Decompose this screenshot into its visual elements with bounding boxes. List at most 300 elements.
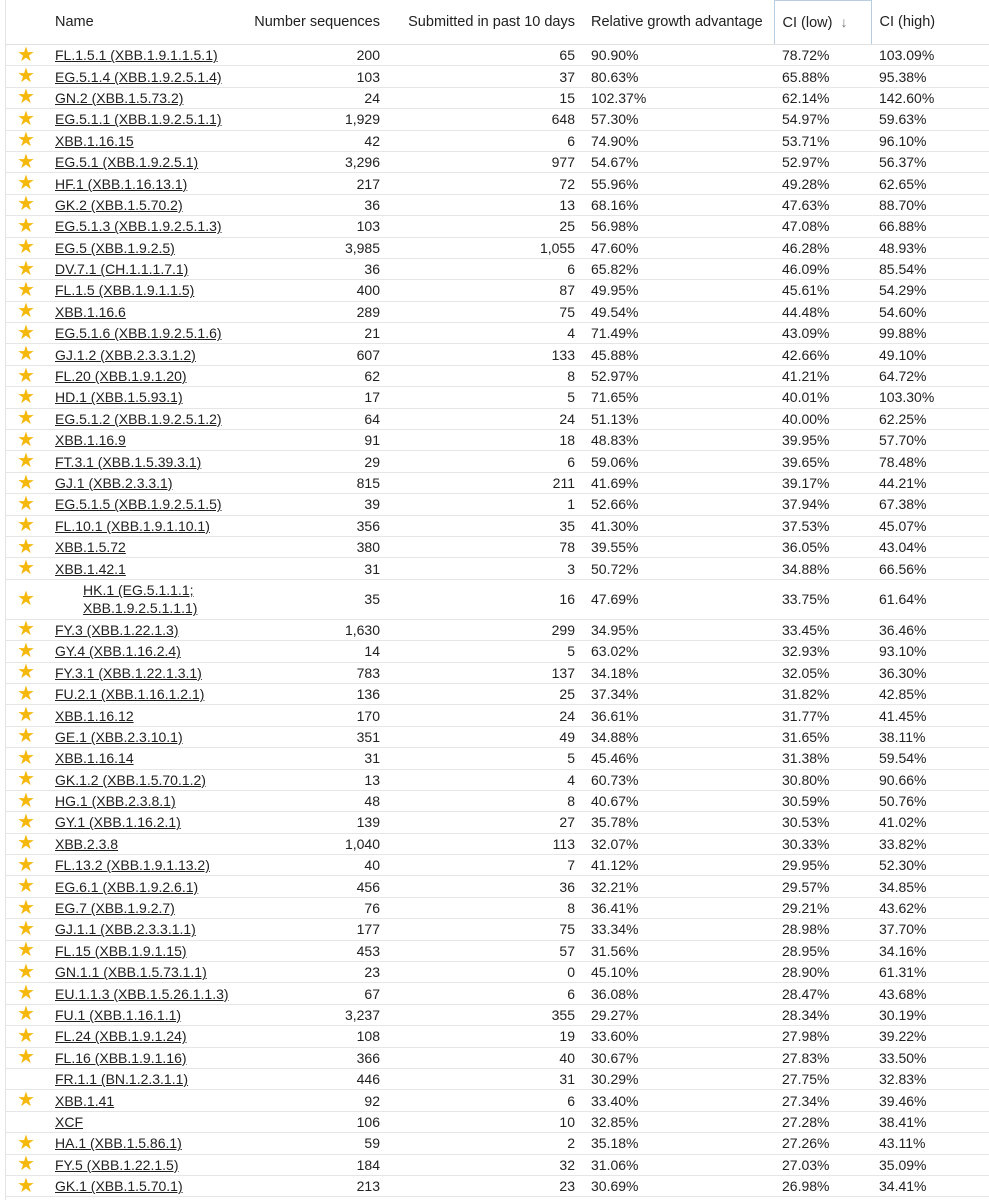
- submitted-past-10-days-cell: 4: [388, 769, 583, 790]
- submitted-past-10-days-cell: 6: [388, 983, 583, 1004]
- relative-growth-advantage-cell: 30.67%: [583, 1047, 774, 1068]
- ci-high-cell: 103.30%: [871, 387, 989, 408]
- lineage-link[interactable]: FL.20 (XBB.1.9.1.20): [55, 368, 187, 385]
- relative-growth-advantage-cell: 39.55%: [583, 536, 774, 557]
- number-sequences-cell: 39: [243, 494, 388, 515]
- star-cell: [5, 151, 47, 172]
- table-row[interactable]: [5, 705, 989, 726]
- name-cell: [47, 619, 243, 640]
- number-sequences-cell: 48: [243, 790, 388, 811]
- header-relative-growth-advantage[interactable]: Relative growth advantage: [583, 1, 774, 45]
- name-cell: [47, 726, 243, 747]
- submitted-past-10-days-cell: 36: [388, 876, 583, 897]
- lineage-link[interactable]: EG.5 (XBB.1.9.2.5): [55, 239, 175, 256]
- submitted-past-10-days-cell: 211: [388, 472, 583, 493]
- star-cell: [5, 365, 47, 386]
- star-icon: ★: [17, 107, 35, 130]
- table-row[interactable]: [5, 365, 989, 386]
- relative-growth-advantage-cell: 71.65%: [583, 387, 774, 408]
- table-row[interactable]: [5, 301, 989, 322]
- table-row[interactable]: [5, 1154, 989, 1175]
- ci-high-cell: 50.76%: [871, 790, 989, 811]
- table-row[interactable]: [5, 962, 989, 983]
- header-ci-high[interactable]: CI (high): [871, 1, 989, 45]
- lineage-link[interactable]: FY.5 (XBB.1.22.1.5): [55, 1156, 179, 1173]
- number-sequences-cell: 3,985: [243, 237, 388, 258]
- lineage-link[interactable]: GK.2 (XBB.1.5.70.2): [55, 196, 183, 213]
- lineage-link[interactable]: XBB.2.3.8: [55, 835, 119, 852]
- table-row[interactable]: [5, 66, 989, 87]
- table-row[interactable]: [5, 1068, 989, 1089]
- submitted-past-10-days-cell: 24: [388, 408, 583, 429]
- table-row[interactable]: [5, 940, 989, 961]
- star-cell: [5, 812, 47, 833]
- relative-growth-advantage-cell: 51.13%: [583, 408, 774, 429]
- relative-growth-advantage-cell: 54.67%: [583, 151, 774, 172]
- table-row[interactable]: [5, 619, 989, 640]
- star-icon: ★: [17, 257, 35, 280]
- ci-high-cell: 64.72%: [871, 365, 989, 386]
- lineage-link[interactable]: FU.2.1 (XBB.1.16.1.2.1): [55, 686, 205, 703]
- lineage-link[interactable]: EG.5.1.6 (XBB.1.9.2.5.1.6): [55, 325, 222, 342]
- number-sequences-cell: 400: [243, 280, 388, 301]
- table-row[interactable]: [5, 1004, 989, 1025]
- table-row[interactable]: [5, 1026, 989, 1047]
- name-cell: [47, 812, 243, 833]
- relative-growth-advantage-cell: 36.61%: [583, 705, 774, 726]
- star-cell: [5, 173, 47, 194]
- ci-low-cell: 37.53%: [774, 515, 871, 536]
- ci-low-cell: 42.66%: [774, 344, 871, 365]
- star-icon: ★: [17, 278, 35, 301]
- lineage-link[interactable]: XBB.1.16.6: [55, 303, 126, 320]
- star-icon: ★: [17, 853, 35, 876]
- number-sequences-cell: 108: [243, 1026, 388, 1047]
- lineage-link[interactable]: XBB.1.16.14: [55, 750, 134, 767]
- lineage-link[interactable]: EU.1.1.3 (XBB.1.5.26.1.1.3): [55, 985, 229, 1002]
- star-cell: [5, 66, 47, 87]
- relative-growth-advantage-cell: 32.21%: [583, 876, 774, 897]
- star-cell: [5, 1133, 47, 1154]
- name-cell: [47, 662, 243, 683]
- relative-growth-advantage-cell: 74.90%: [583, 130, 774, 151]
- table-row[interactable]: [5, 1175, 989, 1196]
- ci-low-cell: 27.75%: [774, 1068, 871, 1089]
- name-cell: [47, 1154, 243, 1175]
- lineage-link[interactable]: HG.1 (XBB.2.3.8.1): [55, 793, 176, 810]
- star-cell: [5, 109, 47, 130]
- ci-high-cell: 39.22%: [871, 1026, 989, 1047]
- table-row[interactable]: [5, 769, 989, 790]
- name-cell: [47, 983, 243, 1004]
- header-number-sequences[interactable]: Number sequences: [243, 1, 388, 45]
- number-sequences-cell: 351: [243, 726, 388, 747]
- table-row[interactable]: [5, 387, 989, 408]
- star-cell: [5, 790, 47, 811]
- submitted-past-10-days-cell: 37: [388, 66, 583, 87]
- table-row[interactable]: [5, 579, 989, 619]
- ci-low-cell: 65.88%: [774, 66, 871, 87]
- star-cell: [5, 216, 47, 237]
- relative-growth-advantage-cell: 50.72%: [583, 558, 774, 579]
- table-row[interactable]: [5, 726, 989, 747]
- ci-high-cell: 67.38%: [871, 494, 989, 515]
- submitted-past-10-days-cell: 355: [388, 1004, 583, 1025]
- name-cell: [47, 87, 243, 108]
- star-cell: [5, 641, 47, 662]
- table-row[interactable]: [5, 87, 989, 108]
- relative-growth-advantage-cell: 65.82%: [583, 258, 774, 279]
- number-sequences-cell: 21: [243, 323, 388, 344]
- number-sequences-cell: 3,237: [243, 1004, 388, 1025]
- table-row[interactable]: [5, 194, 989, 215]
- name-cell: [47, 536, 243, 557]
- star-cell: [5, 323, 47, 344]
- table-row[interactable]: [5, 683, 989, 704]
- table-row[interactable]: [5, 983, 989, 1004]
- ci-low-cell: 30.59%: [774, 790, 871, 811]
- star-icon: ★: [17, 1046, 35, 1069]
- star-icon: ★: [17, 385, 35, 408]
- name-cell: [47, 558, 243, 579]
- lineage-link[interactable]: FY.3 (XBB.1.22.1.3): [55, 621, 179, 638]
- lineage-link[interactable]: EG.5.1.5 (XBB.1.9.2.5.1.5): [55, 496, 222, 513]
- ci-low-cell: 27.28%: [774, 1111, 871, 1132]
- number-sequences-cell: 40: [243, 855, 388, 876]
- table-row[interactable]: [5, 1047, 989, 1068]
- relative-growth-advantage-cell: 31.56%: [583, 940, 774, 961]
- table-row[interactable]: [5, 408, 989, 429]
- lineage-link[interactable]: EG.5.1.4 (XBB.1.9.2.5.1.4): [55, 68, 222, 85]
- relative-growth-advantage-cell: 48.83%: [583, 430, 774, 451]
- ci-low-cell: 43.09%: [774, 323, 871, 344]
- ci-low-cell: 39.17%: [774, 472, 871, 493]
- number-sequences-cell: 217: [243, 173, 388, 194]
- ci-low-cell: 40.01%: [774, 387, 871, 408]
- arrow-down-icon[interactable]: ↓: [840, 14, 848, 30]
- ci-low-cell: 44.48%: [774, 301, 871, 322]
- star-cell: [5, 748, 47, 769]
- table-row[interactable]: [5, 641, 989, 662]
- table-row[interactable]: [5, 430, 989, 451]
- table-row[interactable]: [5, 558, 989, 579]
- table-row[interactable]: [5, 109, 989, 130]
- ci-low-cell: 29.95%: [774, 855, 871, 876]
- star-cell: [5, 194, 47, 215]
- relative-growth-advantage-cell: 71.49%: [583, 323, 774, 344]
- table-row[interactable]: [5, 662, 989, 683]
- ci-low-cell: 78.72%: [774, 45, 871, 66]
- number-sequences-cell: 366: [243, 1047, 388, 1068]
- table-row[interactable]: [5, 790, 989, 811]
- ci-high-cell: 34.85%: [871, 876, 989, 897]
- lineage-link[interactable]: EG.5.1 (XBB.1.9.2.5.1): [55, 154, 199, 171]
- ci-low-cell: 49.28%: [774, 173, 871, 194]
- lineage-link[interactable]: EG.6.1 (XBB.1.9.2.6.1): [55, 878, 199, 895]
- ci-low-cell: 27.26%: [774, 1133, 871, 1154]
- lineage-link[interactable]: GE.1 (XBB.2.3.10.1): [55, 728, 183, 745]
- ci-high-cell: 38.11%: [871, 726, 989, 747]
- lineage-link[interactable]: XBB.1.5.72: [55, 539, 126, 556]
- lineage-link[interactable]: XCF: [55, 1113, 83, 1130]
- ci-high-cell: 62.25%: [871, 408, 989, 429]
- lineage-link[interactable]: FL.10.1 (XBB.1.9.1.10.1): [55, 517, 210, 534]
- star-icon: ★: [17, 65, 35, 88]
- lineage-link[interactable]: FU.1 (XBB.1.16.1.1): [55, 1006, 182, 1023]
- ci-low-cell: 54.97%: [774, 109, 871, 130]
- table-row[interactable]: [5, 536, 989, 557]
- submitted-past-10-days-cell: 6: [388, 1090, 583, 1111]
- number-sequences-cell: 1,929: [243, 109, 388, 130]
- ci-high-cell: 62.65%: [871, 173, 989, 194]
- ci-low-cell: 30.33%: [774, 833, 871, 854]
- lineage-link[interactable]: GY.4 (XBB.1.16.2.4): [55, 643, 181, 660]
- lineage-link[interactable]: FL.24 (XBB.1.9.1.24): [55, 1028, 187, 1045]
- relative-growth-advantage-cell: 35.78%: [583, 812, 774, 833]
- ci-high-cell: 32.83%: [871, 1068, 989, 1089]
- lineage-link[interactable]: FL.1.5 (XBB.1.9.1.1.5): [55, 282, 195, 299]
- lineage-link[interactable]: XBB.1.42.1: [55, 560, 126, 577]
- name-cell: [47, 216, 243, 237]
- number-sequences-cell: 35: [243, 579, 388, 619]
- name-cell: [47, 66, 243, 87]
- ci-low-cell: 45.61%: [774, 280, 871, 301]
- table-row[interactable]: [5, 258, 989, 279]
- name-cell: [47, 748, 243, 769]
- relative-growth-advantage-cell: 45.46%: [583, 748, 774, 769]
- lineage-link[interactable]: GY.1 (XBB.1.16.2.1): [55, 814, 181, 831]
- name-cell: [47, 897, 243, 918]
- submitted-past-10-days-cell: 6: [388, 451, 583, 472]
- submitted-past-10-days-cell: 5: [388, 641, 583, 662]
- star-cell: [5, 430, 47, 451]
- lineage-link[interactable]: HD.1 (XBB.1.5.93.1): [55, 389, 183, 406]
- name-cell: [47, 1004, 243, 1025]
- table-row[interactable]: [5, 280, 989, 301]
- star-cell: [5, 408, 47, 429]
- lineage-link[interactable]: XBB.1.16.9: [55, 432, 126, 449]
- submitted-past-10-days-cell: 113: [388, 833, 583, 854]
- submitted-past-10-days-cell: 648: [388, 109, 583, 130]
- number-sequences-cell: 92: [243, 1090, 388, 1111]
- number-sequences-cell: 67: [243, 983, 388, 1004]
- submitted-past-10-days-cell: 72: [388, 173, 583, 194]
- ci-low-cell: 27.03%: [774, 1154, 871, 1175]
- number-sequences-cell: 3,296: [243, 151, 388, 172]
- star-icon: ★: [17, 789, 35, 812]
- star-icon: ★: [17, 236, 35, 259]
- ci-high-cell: 78.48%: [871, 451, 989, 472]
- table-row[interactable]: [5, 173, 989, 194]
- lineage-link[interactable]: XBB.1.16.12: [55, 707, 134, 724]
- table-row[interactable]: [5, 1133, 989, 1154]
- table-row[interactable]: [5, 472, 989, 493]
- name-cell: [47, 1133, 243, 1154]
- submitted-past-10-days-cell: 25: [388, 683, 583, 704]
- table-row[interactable]: [5, 812, 989, 833]
- lineage-link[interactable]: GJ.1 (XBB.2.3.3.1): [55, 475, 173, 491]
- star-cell: [5, 45, 47, 66]
- relative-growth-advantage-cell: 47.60%: [583, 237, 774, 258]
- lineage-link[interactable]: GJ.1.2 (XBB.2.3.3.1.2): [55, 346, 196, 363]
- submitted-past-10-days-cell: 24: [388, 705, 583, 726]
- lineage-link[interactable]: FR.1.1 (BN.1.2.3.1.1): [55, 1071, 189, 1088]
- table-row[interactable]: [5, 451, 989, 472]
- ci-low-cell: 30.80%: [774, 769, 871, 790]
- ci-high-cell: 61.64%: [871, 579, 989, 619]
- number-sequences-cell: 356: [243, 515, 388, 536]
- star-icon: ★: [17, 43, 35, 66]
- ci-high-cell: 142.60%: [871, 87, 989, 108]
- ci-high-cell: 36.30%: [871, 662, 989, 683]
- name-cell: [47, 876, 243, 897]
- star-icon: ★: [17, 587, 35, 610]
- ci-low-cell: 31.65%: [774, 726, 871, 747]
- star-icon: ★: [17, 618, 35, 641]
- number-sequences-cell: 184: [243, 1154, 388, 1175]
- star-icon: ★: [17, 214, 35, 237]
- name-cell: [47, 769, 243, 790]
- submitted-past-10-days-cell: 6: [388, 130, 583, 151]
- table-row[interactable]: [5, 833, 989, 854]
- table-row[interactable]: [5, 237, 989, 258]
- submitted-past-10-days-cell: 1: [388, 494, 583, 515]
- ci-high-cell: 37.70%: [871, 919, 989, 940]
- table-row[interactable]: [5, 494, 989, 515]
- number-sequences-cell: 380: [243, 536, 388, 557]
- relative-growth-advantage-cell: 31.06%: [583, 1154, 774, 1175]
- star-cell: [5, 983, 47, 1004]
- number-sequences-cell: 36: [243, 194, 388, 215]
- submitted-past-10-days-cell: 25: [388, 216, 583, 237]
- ci-high-cell: 43.62%: [871, 897, 989, 918]
- star-cell: [5, 130, 47, 151]
- lineage-link[interactable]: EG.5.1.1 (XBB.1.9.2.5.1.1): [55, 111, 222, 128]
- table-row[interactable]: [5, 919, 989, 940]
- table-row[interactable]: [5, 515, 989, 536]
- lineage-link[interactable]: EG.5.1.3 (XBB.1.9.2.5.1.3): [55, 218, 222, 235]
- star-cell: [5, 897, 47, 918]
- number-sequences-cell: 29: [243, 451, 388, 472]
- submitted-past-10-days-cell: 7: [388, 855, 583, 876]
- submitted-past-10-days-cell: 1,055: [388, 237, 583, 258]
- lineage-link[interactable]: FL.13.2 (XBB.1.9.1.13.2): [55, 857, 210, 874]
- lineage-link[interactable]: FL.15 (XBB.1.9.1.15): [55, 942, 187, 959]
- table-row[interactable]: [5, 151, 989, 172]
- number-sequences-cell: 1,040: [243, 833, 388, 854]
- table-row[interactable]: [5, 855, 989, 876]
- relative-growth-advantage-cell: 37.34%: [583, 683, 774, 704]
- name-cell: [47, 237, 243, 258]
- relative-growth-advantage-cell: 32.85%: [583, 1111, 774, 1132]
- lineage-link[interactable]: EG.7 (XBB.1.9.2.7): [55, 900, 175, 917]
- star-icon: ★: [17, 492, 35, 515]
- star-icon: ★: [17, 917, 35, 940]
- star-icon: ★: [17, 704, 35, 727]
- number-sequences-cell: 14: [243, 641, 388, 662]
- lineage-link[interactable]: HA.1 (XBB.1.5.86.1): [55, 1135, 182, 1152]
- ci-high-cell: 96.10%: [871, 130, 989, 151]
- table-row[interactable]: [5, 323, 989, 344]
- lineage-link[interactable]: GN.2 (XBB.1.5.73.2): [55, 89, 184, 106]
- number-sequences-cell: 62: [243, 365, 388, 386]
- number-sequences-cell: 213: [243, 1175, 388, 1196]
- table-row[interactable]: [5, 344, 989, 365]
- lineage-link[interactable]: GK.1.2 (XBB.1.5.70.1.2): [55, 771, 206, 788]
- table-row[interactable]: [5, 45, 989, 66]
- header-ci-low[interactable]: [774, 1, 871, 45]
- relative-growth-advantage-cell: 59.06%: [583, 451, 774, 472]
- ci-high-cell: 54.60%: [871, 301, 989, 322]
- star-icon: ★: [17, 364, 35, 387]
- ci-high-cell: 56.37%: [871, 151, 989, 172]
- lineage-link[interactable]: EG.5.1.2 (XBB.1.9.2.5.1.2): [55, 410, 222, 427]
- lineage-link[interactable]: HF.1 (XBB.1.16.13.1): [55, 175, 188, 192]
- submitted-past-10-days-cell: 8: [388, 897, 583, 918]
- lineage-link[interactable]: DV.7.1 (CH.1.1.1.7.1): [55, 261, 189, 278]
- star-icon: ★: [17, 1174, 35, 1197]
- name-cell: [47, 962, 243, 983]
- ci-low-cell: 47.63%: [774, 194, 871, 215]
- table-row[interactable]: [5, 876, 989, 897]
- number-sequences-cell: 36: [243, 258, 388, 279]
- number-sequences-cell: 31: [243, 558, 388, 579]
- ci-high-cell: 41.02%: [871, 812, 989, 833]
- header-name[interactable]: Name: [47, 1, 243, 45]
- star-icon: ★: [17, 514, 35, 537]
- header-submitted-past-10-days[interactable]: Submitted in past 10 days: [388, 1, 583, 45]
- lineage-link[interactable]: XBB.1.41: [55, 1092, 115, 1109]
- relative-growth-advantage-cell: 34.18%: [583, 662, 774, 683]
- submitted-past-10-days-cell: 977: [388, 151, 583, 172]
- lineage-link[interactable]: GK.1 (XBB.1.5.70.1): [55, 1178, 183, 1195]
- ci-low-cell: 27.83%: [774, 1047, 871, 1068]
- relative-growth-advantage-cell: 36.41%: [583, 897, 774, 918]
- relative-growth-advantage-cell: 33.60%: [583, 1026, 774, 1047]
- table-row[interactable]: [5, 748, 989, 769]
- relative-growth-advantage-cell: 102.37%: [583, 87, 774, 108]
- star-icon: ★: [17, 172, 35, 195]
- name-cell: [47, 641, 243, 662]
- lineage-link[interactable]: FL.16 (XBB.1.9.1.16): [55, 1049, 187, 1066]
- submitted-past-10-days-cell: 23: [388, 1175, 583, 1196]
- submitted-past-10-days-cell: 27: [388, 812, 583, 833]
- star-cell: [5, 769, 47, 790]
- table-row[interactable]: [5, 1111, 989, 1132]
- lineage-link[interactable]: HK.1 (EG.5.1.1.1; XBB.1.9.2.5.1.1.1): [83, 582, 198, 617]
- lineage-link[interactable]: XBB.1.16.15: [55, 132, 134, 149]
- ci-low-cell: 46.28%: [774, 237, 871, 258]
- star-cell: [5, 919, 47, 940]
- lineage-link[interactable]: GJ.1.1 (XBB.2.3.3.1.1): [55, 921, 196, 938]
- star-cell: [5, 1004, 47, 1025]
- lineage-link[interactable]: FL.1.5.1 (XBB.1.9.1.1.5.1): [55, 47, 218, 64]
- star-cell: [5, 1175, 47, 1196]
- table-row[interactable]: [5, 897, 989, 918]
- star-cell: [5, 1068, 47, 1089]
- table-row[interactable]: [5, 216, 989, 237]
- lineage-link[interactable]: GN.1.1 (XBB.1.5.73.1.1): [55, 964, 207, 981]
- ci-low-cell: 36.05%: [774, 536, 871, 557]
- submitted-past-10-days-cell: 0: [388, 962, 583, 983]
- star-icon: ★: [17, 875, 35, 898]
- table-row[interactable]: [5, 130, 989, 151]
- name-cell: [47, 919, 243, 940]
- table-row[interactable]: [5, 1090, 989, 1111]
- lineage-link[interactable]: FT.3.1 (XBB.1.5.39.3.1): [55, 453, 202, 470]
- lineage-link[interactable]: FY.3.1 (XBB.1.22.1.3.1): [55, 664, 202, 681]
- ci-high-cell: 88.70%: [871, 194, 989, 215]
